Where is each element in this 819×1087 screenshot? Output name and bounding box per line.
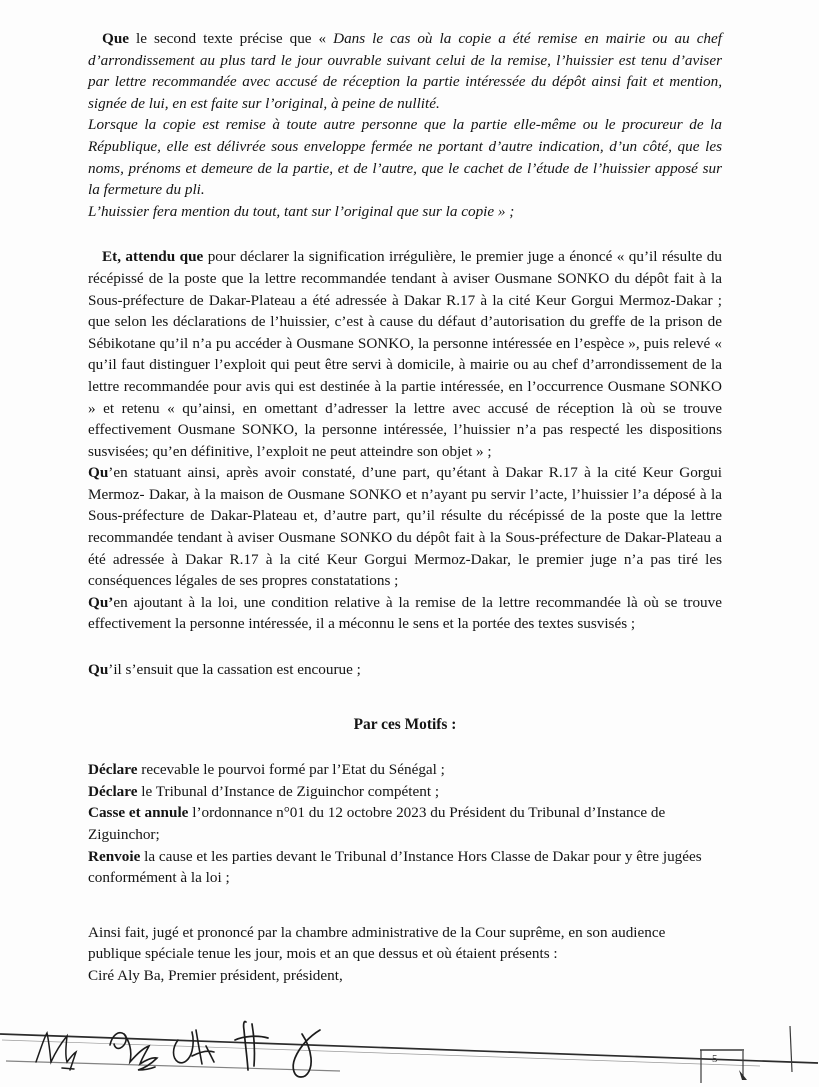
paragraph-lead-bold: Qu (88, 661, 109, 679)
paragraph-text: pour déclarer la signification irrégulière, le premier juge a énoncé « qu’il résulte du récépissé de la poste que la lettre recommandée tendant à aviser Ousmane SONKO du dépôt fait à la Sous-préfecture de Dakar-Plateau a été adressée à Dakar R.17 à la cité Keur Gorgui Mermoz-Dakar ; que selon les déclarations de l’huissier, c’est à cause du défaut d’autorisation du greffe de la prison de Sébikotane qu’il n’a pu accéder à Ousmane SONKO, la personne intéressée en l’espèce », puis relevé « qu’il faut distinguer l’exploit qui peut être servi à domicile, à mairie ou au chef d’arrondissement de la lettre recommandée pour avis qui est destinée à la partie intéressée, en l’occurrence Ousmane SONKO » et retenu « qu’ainsi, en omettant d’adresser la lettre avec accusé de réception là où se trouve effectivement Ousmane SONKO, la personne intéressée, l’huissier n’a pas respecté les dispositions susvisées; qu’en définitive, l’exploit ne peut atteindre son objet » ; (88, 248, 722, 460)
dispositif-item-declare-pourvoi (88, 759, 722, 781)
page-number: 5 (712, 1053, 718, 1065)
paragraph-quen-statuant (88, 462, 722, 592)
dispositif-lead-bold: Casse et annule (88, 804, 189, 822)
spacer (88, 635, 722, 659)
spacer (88, 913, 722, 922)
document-body (88, 28, 722, 987)
spacer (88, 222, 722, 246)
dispositif-lead-bold: Déclare (88, 761, 138, 779)
paragraph-text: ’il s’ensuit que la cassation est encourue ; (108, 661, 361, 679)
dispositif-item-declare-tribunal (88, 781, 722, 803)
dispositif-text: la cause et les parties devant le Tribunal d’Instance Hors Classe de Dakar pour y être jugées conformément à la loi ; (88, 847, 702, 887)
closing-line-1: Ainsi fait, jugé et prononcé par la chambre administrative de la Cour suprême, en son audience publique spéciale tenue les jour, mois et an que dessus et où étaient présents : (88, 923, 666, 963)
paragraph-ensuit (88, 659, 722, 681)
right-margin-tick (790, 1026, 792, 1072)
dispositif-text: recevable le pourvoi formé par l’Etat du Sénégal ; (137, 761, 445, 779)
spacer (88, 681, 722, 705)
section-heading-par-ces-motifs: Par ces Motifs : (353, 715, 457, 733)
spacer (88, 705, 722, 714)
paragraph-lead-rest: le second texte précise que « (129, 30, 334, 47)
paragraph-attendu (88, 246, 722, 462)
spacer (88, 735, 722, 759)
signature-mark-3 (174, 1030, 215, 1064)
signature-mark-4 (235, 1021, 268, 1070)
ruled-line-upper (0, 1034, 818, 1063)
closing-line-2: Ciré Aly Ba, Premier président, président, (88, 966, 343, 984)
paragraph-lead-bold: Et, attendu que (102, 248, 204, 266)
paragraph-quen-ajoutant (88, 592, 722, 635)
dispositif-item-casse-et-annule (88, 802, 722, 845)
dispositif-lead-bold: Déclare (88, 782, 138, 800)
dispositif-list (88, 759, 722, 889)
paragraph-lead-bold: Que (102, 30, 130, 47)
quote-line-1: Dans le cas où la copie a été remise en mairie ou au chef d’arrondissement au plus tard le jour ouvrable suivant celui de la remise, l’huissier est tenu d’aviser par lettre recommandée avec accusé de réception la partie intéressée du dépôt ainsi fait et mention, signée de lui, en est faite sur l’original, à peine de nullité. (88, 30, 722, 112)
signature-mark-2 (110, 1033, 157, 1070)
quote-line-2: Lorsque la copie est remise à toute autre personne que la partie elle-même ou le procureur de la République, elle est délivrée sous enveloppe fermée ne portant d’autre indication, d’un côté, que les noms, prénoms et demeure de la partie, et de l’autre, que le cachet de l’étude de l’huissier apposé sur la fermeture du pli. (88, 116, 722, 199)
paragraph-text: en ajoutant à la loi, une condition relative à la remise de la lettre recommandée là où se trouve effectivement la personne intéressée, il a méconnu le sens et la portée des textes susvisés ; (88, 593, 722, 633)
paragraph-text: ’en statuant ainsi, après avoir constaté, d’une part, qu’étant à Dakar R.17 à la cité Keur Gorgui Mermoz- Dakar, à la maison de Ousmane SONKO et n’ayant pu servir l’acte, l’huissier l’a déposé à la Sous-préfecture de Dakar-Plateau et, d’autre part, qu’il résulte du récépissé de la poste que la lettre recommandée tendant à aviser Ousmane SONKO du dépôt fait à la Sous-préfecture de Dakar-Plateau a été adressée à Dakar R.17 à la cité Keur Gorgui Mermoz-Dakar, le premier juge n’a pas tiré les conséquences légales de ses propres constatations ; (88, 464, 722, 590)
ruled-line-lower (6, 1061, 340, 1071)
quote-line-3: L’huissier fera mention du tout, tant sur l’original que sur la copie » ; (88, 202, 515, 220)
dispositif-lead-bold: Renvoie (88, 847, 141, 865)
paragraph-quoted-lead (88, 28, 722, 114)
closing-block (88, 922, 722, 987)
ruled-line-upper-shadow (2, 1040, 760, 1066)
dispositif-text: l’ordonnance n°01 du 12 octobre 2023 du Président du Tribunal d’Instance de Ziguinchor; (88, 804, 666, 843)
signature-mark-5 (293, 1030, 320, 1077)
page-number-mark (739, 1070, 747, 1080)
dispositif-item-renvoie (88, 846, 722, 889)
paragraph-lead-bold: Qu’ (88, 593, 114, 611)
paragraph-lead-bold: Qu (88, 464, 109, 482)
dispositif-text: le Tribunal d’Instance de Ziguinchor compétent ; (137, 782, 440, 800)
spacer (88, 889, 722, 913)
signature-mark-1 (36, 1033, 76, 1070)
